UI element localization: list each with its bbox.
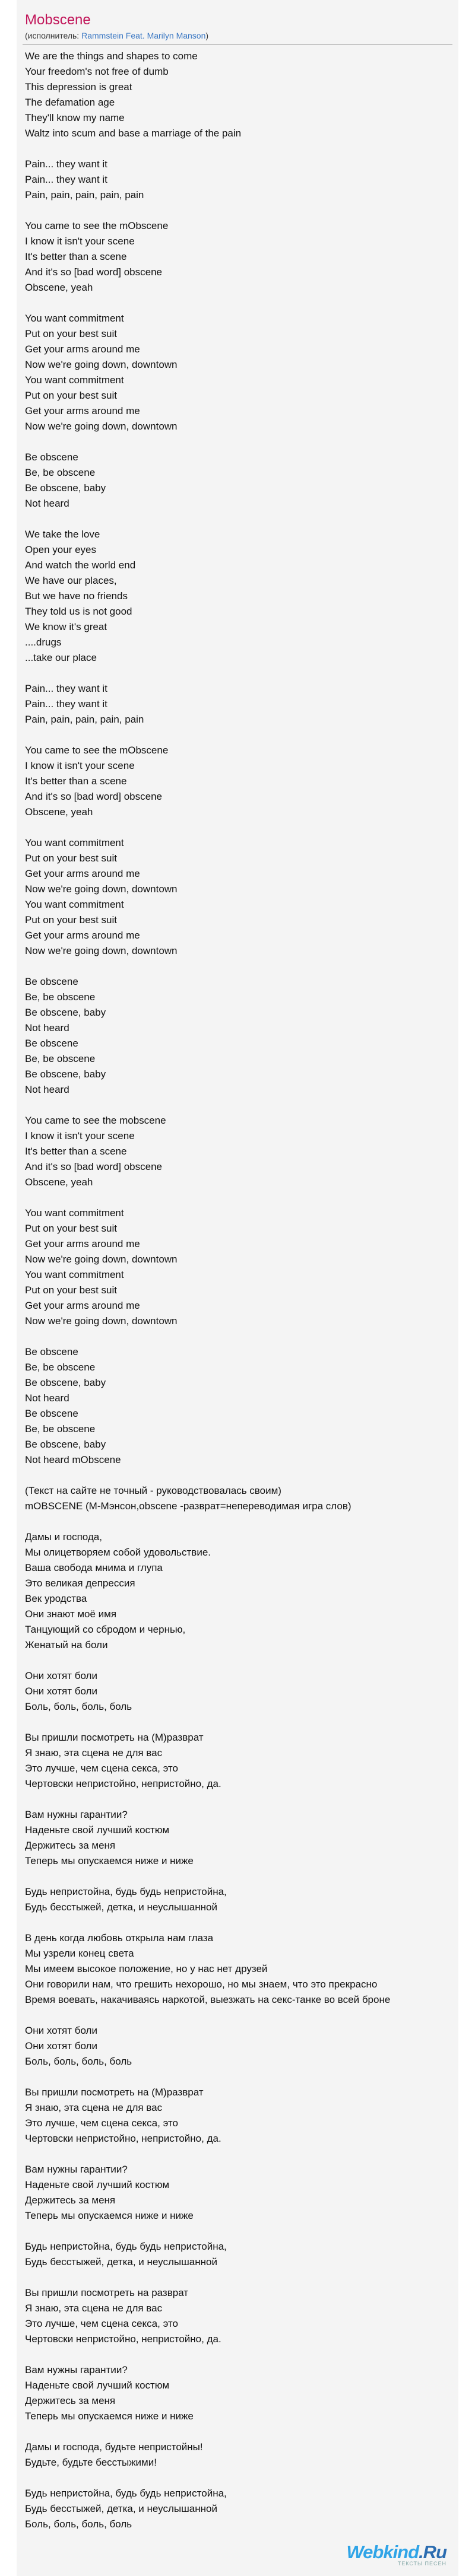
lyrics-line: Pain... they want it [25,683,107,694]
lyrics-line: Open your eyes [25,544,97,555]
lyrics-line: В день когда любовь открыла нам глаза [25,1932,214,1944]
page-container [17,0,458,2576]
lyrics-line: Я знаю, эта сцена не для вас [25,2102,163,2113]
lyrics-line: Вы пришли посмотреть на (М)разврат [25,1732,204,1743]
lyrics-line: Not heard mObscene [25,1454,121,1465]
lyrics-blank-line [25,511,458,527]
lyrics-line: And it's so [bad word] obscene [25,1161,162,1172]
lyrics-line: Будь бесстыжей, детка, и неуслышанной [25,2256,217,2267]
lyrics-line: Now we're going down, downtown [25,945,178,956]
lyrics-line: Это лучше, чем сцена секса, это [25,2117,178,2129]
lyrics-line: Будь непристойна, будь будь непристойна, [25,2241,227,2252]
lyrics-line: You want commitment [25,313,124,324]
lyrics-line: Be obscene, baby [25,1007,106,1018]
lyrics-line: Мы имеем высокое положение, но у нас нет друзей [25,1963,268,1974]
lyrics-line: Ваша свобода мнима и глупа [25,1562,163,1573]
lyrics-line: And it's so [bad word] obscene [25,791,162,802]
logo-part-webkind: Webkind [346,2542,419,2562]
lyrics-line: Мы узрели конец света [25,1948,134,1959]
lyrics-line: Pain... they want it [25,158,107,170]
lyrics-line: They'll know my name [25,112,125,123]
lyrics-line: We are the things and shapes to come [25,50,198,62]
lyrics-line: Держитесь за меня [25,2195,116,2206]
lyrics-line: Будь бесстыжей, детка, и неуслышанной [25,1901,217,1913]
lyrics-line: It's better than a scene [25,251,127,262]
lyrics-line: Put on your best suit [25,914,117,926]
lyrics-line: Not heard [25,1022,69,1033]
lyrics-line: Теперь мы опускаемся ниже и ниже [25,2410,194,2422]
artist-suffix: ) [205,31,209,40]
lyrics-blank-line [25,1792,458,1807]
lyrics-line: Они хотят боли [25,1685,97,1697]
lyrics-line: Not heard [25,1392,69,1404]
lyrics-blank-line [25,1329,458,1344]
lyrics-line: Pain... they want it [25,174,107,185]
lyrics-line: Держитесь за меня [25,2395,116,2406]
lyrics-blank-line [25,2270,458,2285]
lyrics-blank-line [25,1190,458,1206]
lyrics-line: Get your arms around me [25,930,140,941]
lyrics-line: But we have no friends [25,590,128,602]
lyrics-line: You want commitment [25,899,124,910]
lyrics-line: Be, be obscene [25,1053,96,1064]
lyrics-line: Be obscene, baby [25,1068,106,1080]
lyrics-line: I know it isn't your scene [25,1130,135,1141]
site-logo[interactable] [346,2542,446,2567]
lyrics-line: Это великая депрессия [25,1578,135,1589]
lyrics-line: Дамы и господа, будьте непристойны! [25,2441,203,2453]
lyrics-blank-line [25,2069,458,2085]
lyrics-line: Я знаю, эта сцена не для вас [25,1747,163,1758]
lyrics-line: You came to see the mobscene [25,1115,166,1126]
lyrics-line: Будь непристойна, будь будь непристойна, [25,1886,227,1897]
lyrics-line: You came to see the mObscene [25,745,169,756]
lyrics-blank-line [25,203,458,218]
lyrics-line: Теперь мы опускаемся ниже и ниже [25,2210,194,2221]
lyrics-line: Боль, боль, боль, боль [25,2056,132,2067]
logo-text [346,2542,446,2563]
lyrics-line: Pain, pain, pain, pain, pain [25,189,144,201]
lyrics-line: Not heard [25,498,69,509]
lyrics-line: Obscene, yeah [25,806,93,818]
lyrics-line: Obscene, yeah [25,282,93,293]
lyrics-line: Not heard [25,1084,69,1095]
lyrics-line: Танцующий со сбродом и чернью, [25,1624,186,1635]
lyrics-blank-line [25,1915,458,1931]
lyrics-line: Боль, боль, боль, боль [25,2518,132,2530]
artist-prefix: (исполнитель: [25,31,82,40]
lyrics-line: Be, be obscene [25,991,96,1003]
lyrics-line: Вам нужны гарантии? [25,2364,128,2375]
lyrics-line: Pain, pain, pain, pain, pain [25,714,144,725]
lyrics-line: Put on your best suit [25,1223,117,1234]
lyrics-line: Чертовски непристойно, непристойно, да. [25,2333,221,2345]
lyrics-line: Obscene, yeah [25,1176,93,1188]
lyrics-line: And watch the world end [25,559,136,571]
lyrics-line: Будь бесстыжей, детка, и неуслышанной [25,2503,217,2514]
lyrics-line: Waltz into scum and base a marriage of the pain [25,128,242,139]
lyrics-line: Be obscene [25,451,78,463]
lyrics-line: Now we're going down, downtown [25,883,178,895]
lyrics-line: Они хотят боли [25,2040,97,2052]
lyrics-line: I know it isn't your scene [25,760,135,771]
lyrics-line: Be obscene, baby [25,1377,106,1388]
lyrics-line: Be obscene, baby [25,1439,106,1450]
lyrics-line: It's better than a scene [25,1146,127,1157]
lyrics-line: Время воевать, накачиваясь наркотой, выезжать на секс-танке во всей броне [25,1994,391,2005]
lyrics-line: Be, be obscene [25,1423,96,1435]
lyrics-line: Вы пришли посмотреть на разврат [25,2287,189,2298]
lyrics-line: Your freedom's not free of dumb [25,66,169,77]
lyrics-line: Now we're going down, downtown [25,359,178,370]
lyrics-blank-line [25,141,458,157]
lyrics-blank-line [25,820,458,835]
lyrics-line: Put on your best suit [25,390,117,401]
lyrics-line: You came to see the mObscene [25,220,169,231]
lyrics-line: Be obscene, baby [25,482,106,494]
lyrics-line: Be obscene [25,1408,78,1419]
lyrics-blank-line [25,295,458,311]
lyrics-line: The defamation age [25,97,115,108]
lyrics-line: Be, be obscene [25,467,96,478]
lyrics-line: They told us is not good [25,606,132,617]
lyrics-line: And it's so [bad word] obscene [25,266,162,278]
lyrics-line: Мы олицетворяем собой удовольствие. [25,1547,211,1558]
song-title: Mobscene [25,12,91,28]
logo-part-ru: .Ru [419,2542,446,2562]
lyrics-line: Be obscene [25,1346,78,1357]
lyrics-blank-line [25,1098,458,1113]
lyrics-line: Держитесь за меня [25,1840,116,1851]
lyrics-line: Get your arms around me [25,344,140,355]
lyrics-line: Я знаю, эта сцена не для вас [25,2303,163,2314]
lyrics-blank-line [25,2008,458,2023]
lyrics-line: Они хотят боли [25,2025,97,2036]
lyrics-line: Вы пришли посмотреть на (М)разврат [25,2087,204,2098]
lyrics-blank-line [25,2224,458,2239]
lyrics-blank-line [25,959,458,974]
lyrics-line: Женатый на боли [25,1639,108,1650]
lyrics-line: Они хотят боли [25,1670,97,1681]
lyrics-line: We take the love [25,529,100,540]
lyrics-line: Вам нужны гарантии? [25,1809,128,1820]
lyrics-line: Будьте, будьте бесстыжими! [25,2457,157,2468]
lyrics-line: Они говорили нам, что грешить нехорошо, но мы знаем, что это прекрасно [25,1979,378,1990]
lyrics-line: Get your arms around me [25,868,140,879]
lyrics-line: Be obscene [25,976,78,987]
lyrics-line: We have our places, [25,575,117,586]
lyrics-blank-line [25,1514,458,1529]
lyrics-line: Боль, боль, боль, боль [25,1701,132,1712]
lyrics-blank-line [25,434,458,450]
lyrics-line: You want commitment [25,837,124,848]
lyrics-line: It's better than a scene [25,775,127,787]
lyrics-line: Put on your best suit [25,328,117,339]
lyrics-line: Now we're going down, downtown [25,421,178,432]
lyrics-line: mOBSCENE (М-Мэнсон,obscene -разврат=непереводимая игра слов) [25,1500,352,1512]
lyrics-blank-line [25,727,458,743]
lyrics-body [17,45,458,2532]
lyrics-blank-line [25,1468,458,1483]
lyrics-blank-line [25,2424,458,2440]
lyrics-line: I know it isn't your scene [25,236,135,247]
lyrics-line: Наденьте свой лучший костюм [25,2380,170,2391]
lyrics-blank-line [25,2347,458,2362]
lyrics-line: Get your arms around me [25,1300,140,1311]
lyrics-line: Это лучше, чем сцена секса, это [25,1763,178,1774]
lyrics-blank-line [25,2470,458,2486]
lyrics-line: You want commitment [25,1207,124,1219]
lyrics-line: You want commitment [25,374,124,386]
lyrics-blank-line [25,1869,458,1884]
lyrics-line: Будь непристойна, будь будь непристойна, [25,2488,227,2499]
lyrics-line: Put on your best suit [25,853,117,864]
lyrics-line: Чертовски непристойно, непристойно, да. [25,2133,221,2144]
lyrics-line: Наденьте свой лучший костюм [25,1824,170,1836]
lyrics-line: Pain... they want it [25,698,107,710]
lyrics-line: You want commitment [25,1269,124,1280]
lyrics-line: (Текст на сайте не точный - руководствовалась своим) [25,1485,281,1496]
logo-tagline: ТЕКСТЫ ПЕСЕН [397,2561,446,2567]
lyrics-line: This depression is great [25,81,132,93]
lyrics-line: Век уродства [25,1593,87,1604]
lyrics-line: Get your arms around me [25,405,140,416]
lyrics-blank-line [25,2146,458,2162]
lyrics-line: Now we're going down, downtown [25,1254,178,1265]
lyrics-line: Это лучше, чем сцена секса, это [25,2318,178,2329]
lyrics-line: Они знают моё имя [25,1608,117,1620]
lyrics-blank-line [25,1715,458,1730]
lyrics-line: Вам нужны гарантии? [25,2164,128,2175]
lyrics-blank-line [25,1653,458,1668]
lyrics-line: Get your arms around me [25,1238,140,1249]
lyrics-line: Чертовски непристойно, непристойно, да. [25,1778,221,1789]
lyrics-line: ....drugs [25,637,62,648]
lyrics-line: Now we're going down, downtown [25,1315,178,1327]
lyrics-line: Be, be obscene [25,1362,96,1373]
lyrics-line: ...take our place [25,652,97,663]
lyrics-line: Наденьте свой лучший костюм [25,2179,170,2190]
lyrics-line: Be obscene [25,1038,78,1049]
lyrics-line: We know it's great [25,621,107,632]
lyrics-line: Дамы и господа, [25,1531,102,1543]
lyrics-line: Put on your best suit [25,1284,117,1296]
lyrics-blank-line [25,666,458,681]
artist-link[interactable]: Rammstein Feat. Marilyn Manson [81,31,206,40]
lyrics-line: Теперь мы опускаемся ниже и ниже [25,1855,194,1866]
artist-line [17,28,458,41]
